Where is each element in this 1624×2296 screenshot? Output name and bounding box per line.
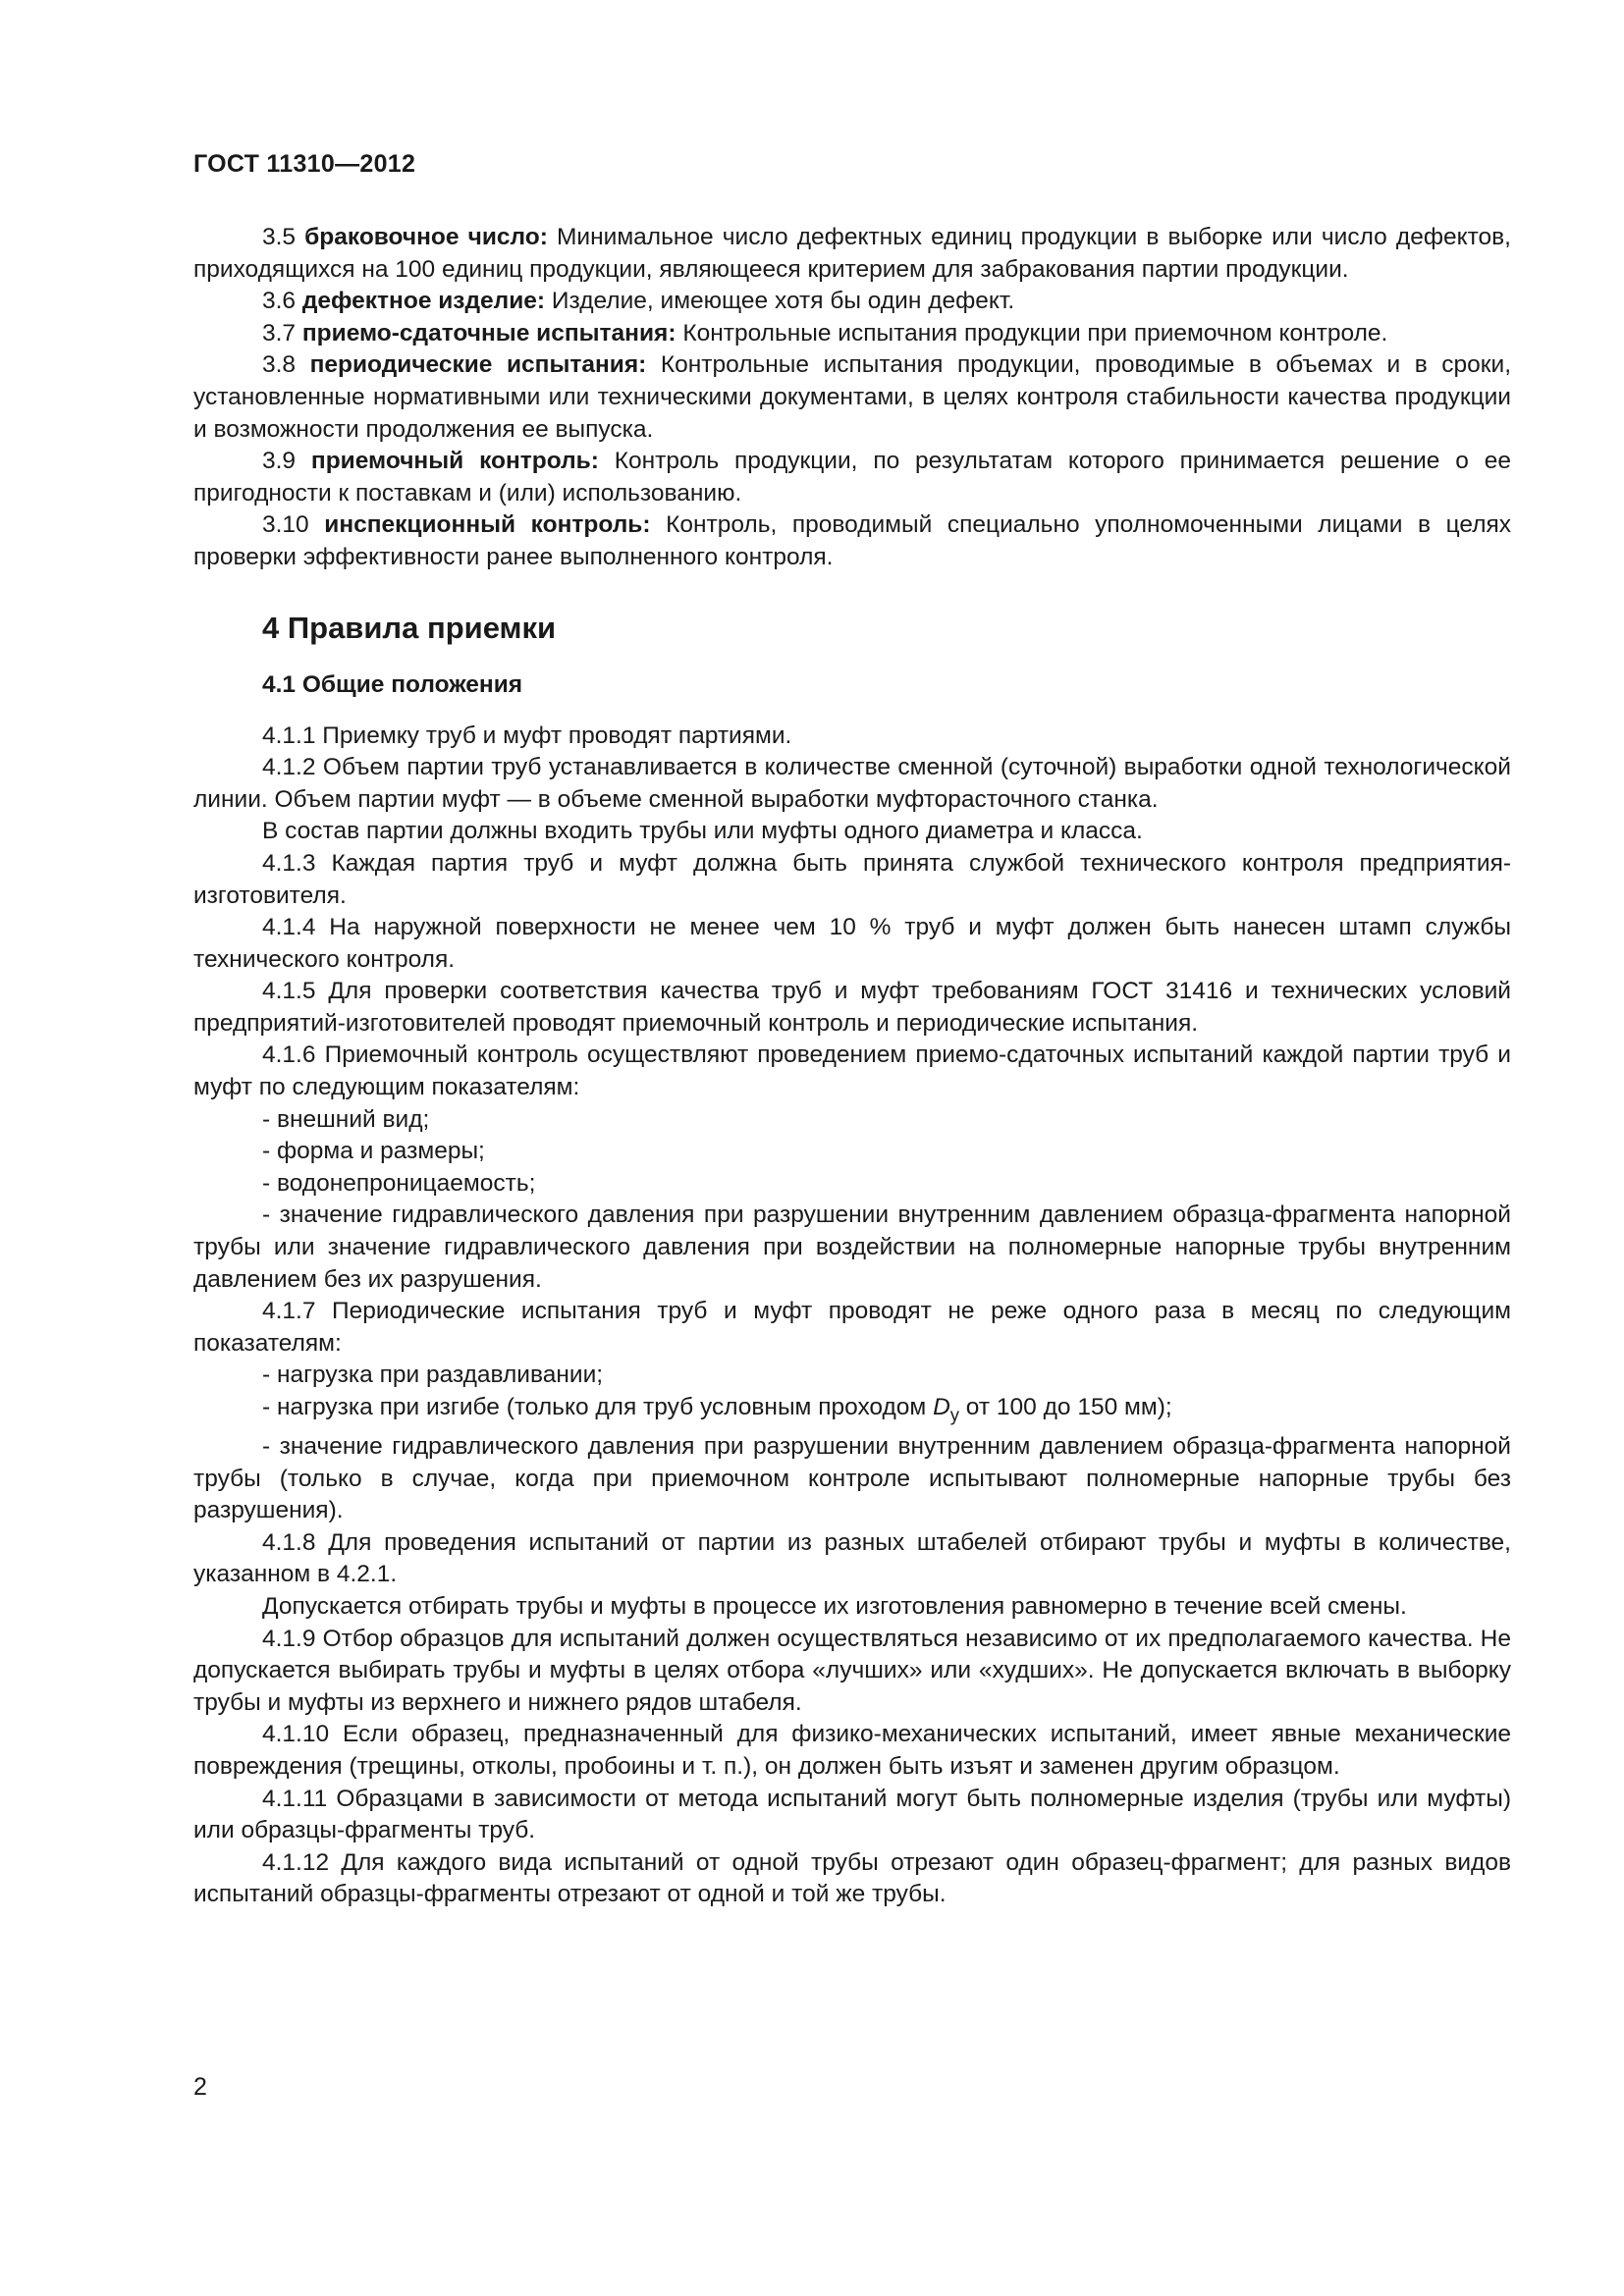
- clause-4-1-4: 4.1.4 На наружной поверхности не менее чем 10 % труб и муфт должен быть нанесен штамп службы технического контроля.: [193, 914, 1511, 973]
- clause-4-1-8: 4.1.8 Для проведения испытаний от партии из разных штабелей отбирают трубы и муфты в количестве, указанном в 4.2.1.: [193, 1528, 1511, 1588]
- clause-4-1-1: 4.1.1 Приемку труб и муфт проводят партиями.: [262, 721, 792, 749]
- term: дефектное изделие:: [301, 288, 546, 315]
- definition-3-7: 3.7 приемо-сдаточные испытания: Контрольные испытания продукции при приемочном контроле.: [262, 319, 1388, 347]
- clause-4-1-2: 4.1.2 Объем партии труб устанавливается в количестве сменной (суточной) выработки одной технологической линии. Объем партии муфт — в объеме сменной выработки муфторасточного станка.: [193, 754, 1511, 813]
- page-number: 2: [193, 2073, 207, 2101]
- term: приемочный контроль:: [310, 448, 599, 475]
- variable-d: D: [933, 1394, 950, 1420]
- definition-3-5: 3.5 браковочное число: Минимальное число дефектных единиц продукции в выборке или число дефектов, приходящихся на 100 единиц продукции, являющееся критерием для забракования партии продукции.: [193, 224, 1511, 283]
- clause-4-1-11: 4.1.11 Образцами в зависимости от метода испытаний могут быть полномерные изделия (трубы или муфты) или образцы-фрагменты труб.: [193, 1785, 1511, 1844]
- term: инспекционный контроль:: [324, 511, 651, 539]
- clause-4-1-6: 4.1.6 Приемочный контроль осуществляют проведением приемо-сдаточных испытаний каждой партии труб и муфт по следующим показателям:: [193, 1041, 1511, 1101]
- definition-3-6: 3.6 дефектное изделие: Изделие, имеющее хотя бы один дефект.: [262, 288, 1015, 315]
- clause-4-1-8-continuation: Допускается отбирать трубы и муфты в процессе их изготовления равномерно в течение всей смены.: [262, 1592, 1407, 1620]
- subscript: у: [949, 1404, 959, 1425]
- term: браковочное число:: [304, 224, 548, 250]
- list-item: - нагрузка при раздавливании;: [262, 1362, 604, 1389]
- definition-3-8: 3.8 периодические испытания: Контрольные испытания продукции, проводимые в объемах и в сроки, установленные нормативными или техническими документами, в целях контроля стабильности качества продукции и возможности продолжения ее выпуска.: [193, 351, 1512, 443]
- list-item: - внешний вид;: [262, 1105, 430, 1133]
- term: периодические испытания:: [309, 351, 647, 379]
- section-title: 4 Правила приемки: [262, 610, 557, 645]
- definition-3-9: 3.9 приемочный контроль: Контроль продукции, по результатам которого принимается решение о ее пригодности к поставкам и (или) использованию.: [193, 448, 1512, 507]
- clause-4-1-3: 4.1.3 Каждая партия труб и муфт должна быть принята службой технического контроля предприятия-изготовителя.: [193, 849, 1511, 909]
- clause-4-1-12: 4.1.12 Для каждого вида испытаний от одной трубы отрезают один образец-фрагмент; для разных видов испытаний образцы-фрагменты отрезают от одной и той же трубы.: [193, 1848, 1511, 1908]
- list-item: - водонепроницаемость;: [262, 1169, 536, 1197]
- clause-4-1-9: 4.1.9 Отбор образцов для испытаний должен осуществляться независимо от их предполагаемого качества. Не допускается выбирать трубы и муфты в целях отбора «лучших» или «худших». Не допускается включать в выборку трубы и муфты из верхнего и нижнего рядов штабеля.: [193, 1625, 1511, 1716]
- clause-4-1-2-continuation: В состав партии должны входить трубы или муфты одного диаметра и класса.: [262, 818, 1143, 845]
- clause-4-1-5: 4.1.5 Для проверки соответствия качества труб и муфт требованиям ГОСТ 31416 и технических условий предприятий-изготовителей проводят приемочный контроль и периодические испытания.: [193, 978, 1511, 1037]
- list-item: - нагрузка при изгибе (только для труб условным проходом $D_у$ от 100 до 150 мм);: [262, 1394, 1172, 1425]
- list-item: - форма и размеры;: [262, 1138, 485, 1165]
- subsection-title: 4.1 Общие положения: [262, 670, 523, 698]
- definition-3-10: 3.10 инспекционный контроль: Контроль, проводимый специально уполномоченными лицами в целях проверки эффективности ранее выполненного контроля.: [193, 511, 1512, 570]
- list-item: - значение гидравлического давления при разрушении внутренним давлением образца-фрагмента напорной трубы или значение гидравлического давления при воздействии на полномерные напорные трубы внутренним давлением без их разрушения.: [193, 1201, 1511, 1293]
- clause-4-1-10: 4.1.10 Если образец, предназначенный для физико-механических испытаний, имеет явные механические повреждения (трещины, отколы, пробоины и т. п.), он должен быть изъят и заменен другим образцом.: [193, 1721, 1511, 1780]
- clause-4-1-7: 4.1.7 Периодические испытания труб и муфт проводят не реже одного раза в месяц по следующим показателям:: [193, 1298, 1511, 1357]
- list-item: - значение гидравлического давления при разрушении внутренним давлением образца-фрагмента напорной трубы (только в случае, когда при приемочном контроле испытывают полномерные напорные трубы без разрушения).: [193, 1433, 1511, 1524]
- page-content: [193, 222, 1511, 1911]
- term: приемо-сдаточные испытания:: [301, 319, 677, 347]
- document-header: ГОСТ 11310—2012: [193, 150, 416, 178]
